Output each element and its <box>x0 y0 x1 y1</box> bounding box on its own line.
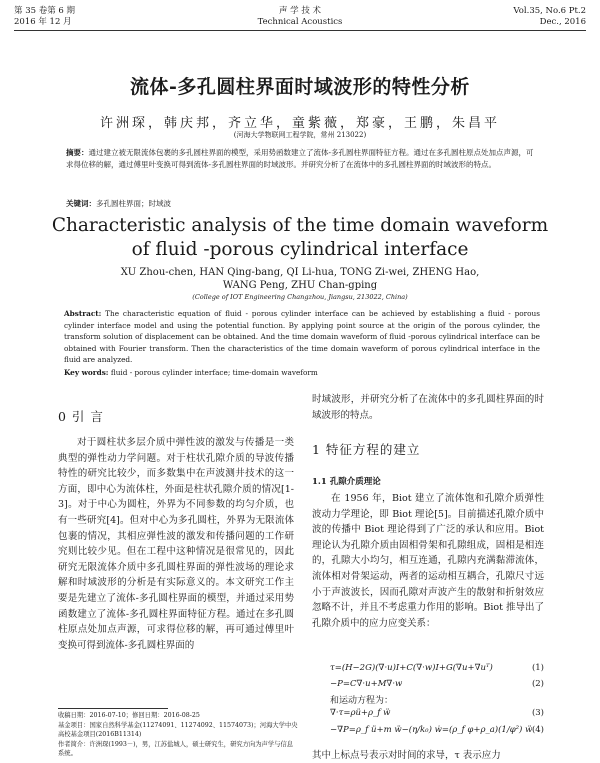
right-column-continuation: 时域波形，并研究分析了在流体中的多孔圆柱界面的时域波形的特点。 <box>312 394 544 421</box>
keywords-english <box>64 368 540 377</box>
equation-1 <box>330 663 544 673</box>
header-center <box>14 6 586 28</box>
equation-1-number: (1) <box>531 663 544 673</box>
title-chinese: 流体-多孔圆柱界面时域波形的特性分析 <box>130 76 470 98</box>
authors-chinese: 许洲琛，韩庆邦，齐立华，童紫薇，郑豪，王鹏，朱昌平 <box>99 116 500 131</box>
equation-3-text: ∇·τ=ρü+ρ_f ẅ <box>330 708 391 718</box>
abstract-label-en: Abstract: <box>64 309 102 318</box>
authors-english <box>0 266 600 292</box>
subsection-1-1-heading: 1.1 孔隙介质理论 <box>312 477 381 487</box>
equation-2-number: (2) <box>531 679 544 689</box>
footnote <box>58 711 298 759</box>
abstract-chinese <box>66 147 538 171</box>
authors-en-line1: XU Zhou-chen, HAN Qing-bang, QI Li-hua, TONG Zi-wei, ZHENG Hao, <box>120 267 480 278</box>
section-0-heading: 0 引 言 <box>58 409 104 424</box>
title-english: Characteristic analysis of the time domain waveform of fluid -porous cylindrical interface <box>51 215 549 260</box>
abstract-label-cn: 摘要： <box>66 148 89 157</box>
volume-issue-en: Vol.35, No.6 Pt.2 <box>513 6 586 16</box>
equation-2 <box>330 679 544 689</box>
equation-motion-label: 和运动方程为： <box>330 696 394 706</box>
right-column-last-line: 其中上标点号表示对时间的求导，τ 表示应力 <box>312 750 501 761</box>
keywords-label-cn: 关键词： <box>66 199 96 208</box>
equation-4-number: (4) <box>531 725 544 735</box>
section-1-heading: 1 特征方程的建立 <box>312 442 421 457</box>
keywords-text-en: fluid - porous cylinder interface; time-domain waveform <box>108 368 318 377</box>
volume-issue: 第 35 卷第 6 期 <box>14 6 76 16</box>
running-header <box>14 4 586 31</box>
equation-4 <box>330 725 544 735</box>
equation-4-text: −∇P=ρ_f ü+m ẅ−(η/k₀) ẇ=(ρ_f φ+ρ_a)(1/φ²) ẅ <box>330 725 533 735</box>
journal-name-en: Technical Acoustics <box>257 17 343 27</box>
header-right <box>513 6 586 28</box>
footnote-received: 收稿日期：2016-07-10；修回日期：2016-08-25 <box>58 712 200 719</box>
keywords-label-en: Key words: <box>64 368 109 377</box>
issue-date: 2016 年 12 月 <box>14 17 72 27</box>
affiliation-english: (College of IOT Engineering Changzhou, Jiangsu, 213022, China) <box>192 293 408 301</box>
section-0-body: 对于圆柱状多层介质中弹性波的激发与传播是一类典型的弹性动力学问题。对于柱状孔隙介质的导波传播特性的研究比较少，而多数集中在声波测井技术的这一方面，即中心为流体柱，外面是柱状孔隙介质的情况[1-3]。对于中心为圆柱，外界为不同参数的均匀介质，也有一些研究[4]。但对中心为多孔圆柱，外界为无限流体包裹的情况，其相应弹性波的激发和传播问题的工作研究则比较少见。但在工程中这种情况是很常见的，因此研究无限流体介质中多孔圆柱界面的弹性波场的理论求解和时域波形的分析是有实际意义的。本文研究工作主要是先建立了流体-多孔圆柱界面的模型，并通过采用势函数建立了流体-多孔圆柱界面特征方程。通过在多孔圆柱原点处加点声源，可求得位移的解，再可通过傅里叶变换可得到流体-多孔圆柱界面的 <box>58 437 294 651</box>
abstract-text-en: The characteristic equation of fluid - porous cylinder interface can be achieved by establishing a fluid - porous cylinder interface model and using the potential function. By applying point source at the origin of the porous cylinder, the transform solution of displacement can be obtained. And the time domain waveform of fluid -porous cylindrical interface can be obtained with Fourier transform. Then the characteristics of the time domain waveform of porous cylindrical interface in the fluid are analyzed. <box>64 309 540 364</box>
footnote-fund: 基金项目：国家自然科学基金(11274091、11274092、11574073)；河海大学中央高校基金项目(2016B11314) <box>58 721 298 738</box>
equation-2-text: −P=C∇·u+M∇·w <box>330 679 403 689</box>
keywords-text-cn: 多孔圆柱界面；时域波 <box>96 199 171 208</box>
affiliation-chinese: (河海大学物联网工程学院，常州 213022) <box>233 131 367 139</box>
equation-1-text: τ=(H−2G)(∇·u)I+C(∇·w)I+G(∇u+∇uᵀ) <box>330 663 493 673</box>
keywords-chinese <box>66 198 538 209</box>
abstract-text-cn: 通过建立被无限流体包裹的多孔圆柱界面的模型，采用势函数建立了流体-多孔圆柱界面特征方程。通过在多孔圆柱原点处加点声源，可求得位移的解，通过傅里叶变换可得到流体-多孔圆柱界面的时域波形。并研究分析了在流体中的多孔圆柱界面的时域波形的特点。 <box>66 148 534 169</box>
footnote-rule <box>58 708 168 709</box>
journal-name-cn: 声 学 技 术 <box>278 6 322 16</box>
equation-3-number: (3) <box>531 708 544 718</box>
equation-3 <box>330 708 544 718</box>
section-1-body: 在 1956 年，Biot 建立了流体饱和孔隙介质弹性波动力学理论，即 Biot 理论[5]。目前描述孔隙介质中波的传播中 Biot 理论得到了广泛的承认和应用。Biot 理论认为孔隙介质由固相骨架和孔隙组成，固相是相连的，孔隙大小均匀，相互连通，孔隙内充满黏滞流体，流体相对骨架运动，两者的运动相互耦合，孔隙尺寸远小于声波波长，因而孔隙对声波产生的散射和折射效应忽略不计，并且不考虑重力作用的影响。Biot 推导出了孔隙介质中的应力应变关系： <box>312 493 544 629</box>
abstract-english <box>64 308 540 366</box>
issue-date-en: Dec., 2016 <box>539 17 586 27</box>
authors-en-line2: WANG Peng, ZHU Chan-gping <box>222 280 378 291</box>
footnote-author: 作者简介：许洲琛(1993－)，男，江苏盐城人，硕士研究生，研究方向为声学与信息系统。 <box>58 740 294 757</box>
